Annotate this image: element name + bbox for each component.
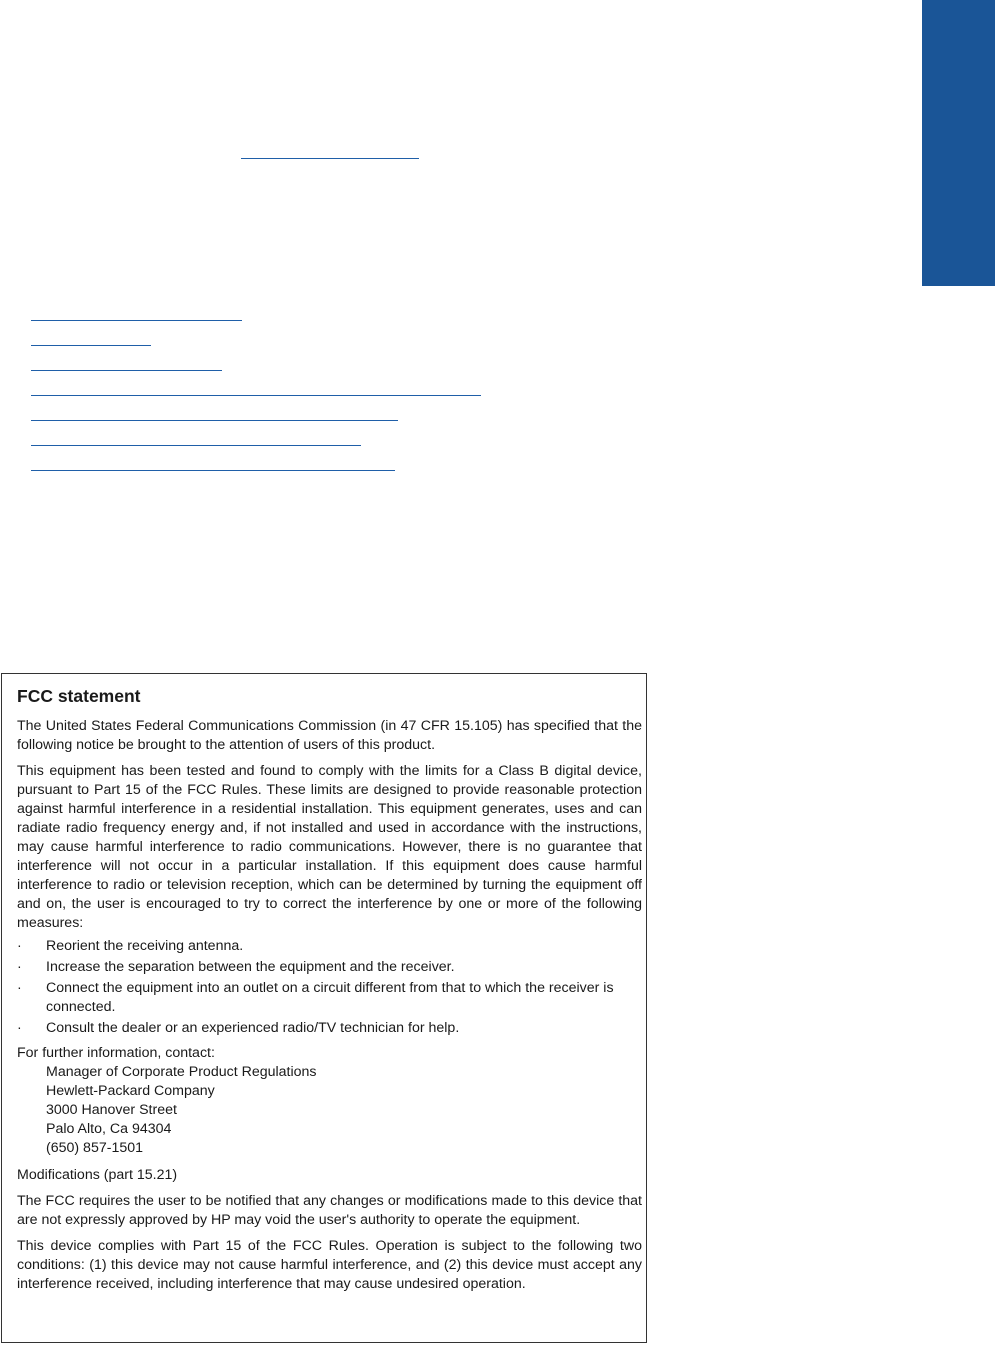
- link-underline[interactable]: [31, 395, 481, 396]
- measure-text: Consult the dealer or an experienced radio/TV technician for help.: [46, 1020, 460, 1036]
- fcc-title: FCC statement: [17, 686, 141, 706]
- link-underline[interactable]: [31, 445, 361, 446]
- contact-address: [46, 1063, 642, 1158]
- part-15-compliance-paragraph: This device complies with Part 15 of the FCC Rules. Operation is subject to the following two conditions: (1) this device may not cause harmful interference, and (2) this device must accept any interference received, including interference that may cause undesired operation.: [17, 1238, 642, 1292]
- list-item: [17, 958, 642, 977]
- bullet: ·: [17, 959, 22, 975]
- bullet: ·: [17, 980, 22, 996]
- link-underline[interactable]: [31, 320, 242, 321]
- modifications-heading: Modifications (part 15.21): [17, 1167, 178, 1183]
- bullet: ·: [17, 938, 22, 954]
- measure-text: Connect the equipment into an outlet on a circuit different from that to which the receiver is connected.: [46, 980, 614, 1015]
- list-item: [17, 1019, 642, 1038]
- contact-intro: For further information, contact:: [17, 1045, 215, 1061]
- list-item: [17, 937, 642, 956]
- list-item: [17, 979, 642, 1017]
- fcc-intro-paragraph: The United States Federal Communications Commission (in 47 CFR 15.105) has specified that the following notice be brought to the attention of users of this product.: [17, 718, 642, 753]
- reference-link[interactable]: [241, 158, 419, 159]
- contact-line: Manager of Corporate Product Regulations: [46, 1064, 317, 1080]
- fcc-statement-box: [1, 673, 647, 1343]
- chapter-side-tab: [922, 0, 995, 286]
- link-underline[interactable]: [31, 345, 151, 346]
- measure-text: Increase the separation between the equipment and the receiver.: [46, 959, 455, 975]
- contact-line: Hewlett-Packard Company: [46, 1083, 215, 1099]
- fcc-measures-list: [17, 937, 642, 1038]
- contact-line: Palo Alto, Ca 94304: [46, 1121, 172, 1137]
- contact-line: (650) 857-1501: [46, 1140, 144, 1156]
- contact-line: 3000 Hanover Street: [46, 1102, 177, 1118]
- measure-text: Reorient the receiving antenna.: [46, 938, 244, 954]
- link-underline[interactable]: [31, 470, 395, 471]
- bullet: ·: [17, 1020, 22, 1036]
- modifications-paragraph: The FCC requires the user to be notified that any changes or modifications made to this device that are not expressly approved by HP may void the user's authority to operate the equipment.: [17, 1193, 642, 1228]
- link-underline[interactable]: [31, 420, 398, 421]
- fcc-class-b-paragraph: This equipment has been tested and found to comply with the limits for a Class B digital device, pursuant to Part 15 of the FCC Rules. These limits are designed to provide reasonable protection against harmful interference in a residential installation. This equipment generates, uses and can radiate radio frequency energy and, if not installed and used in accordance with the instructions, may cause harmful interference to radio communications. However, there is no guarantee that interference will not occur in a particular installation. If this equipment does cause harmful interference to radio or television reception, which can be determined by turning the equipment off and on, the user is encouraged to try to correct the interference by one or more of the following measures:: [17, 763, 642, 931]
- link-underline[interactable]: [31, 370, 222, 371]
